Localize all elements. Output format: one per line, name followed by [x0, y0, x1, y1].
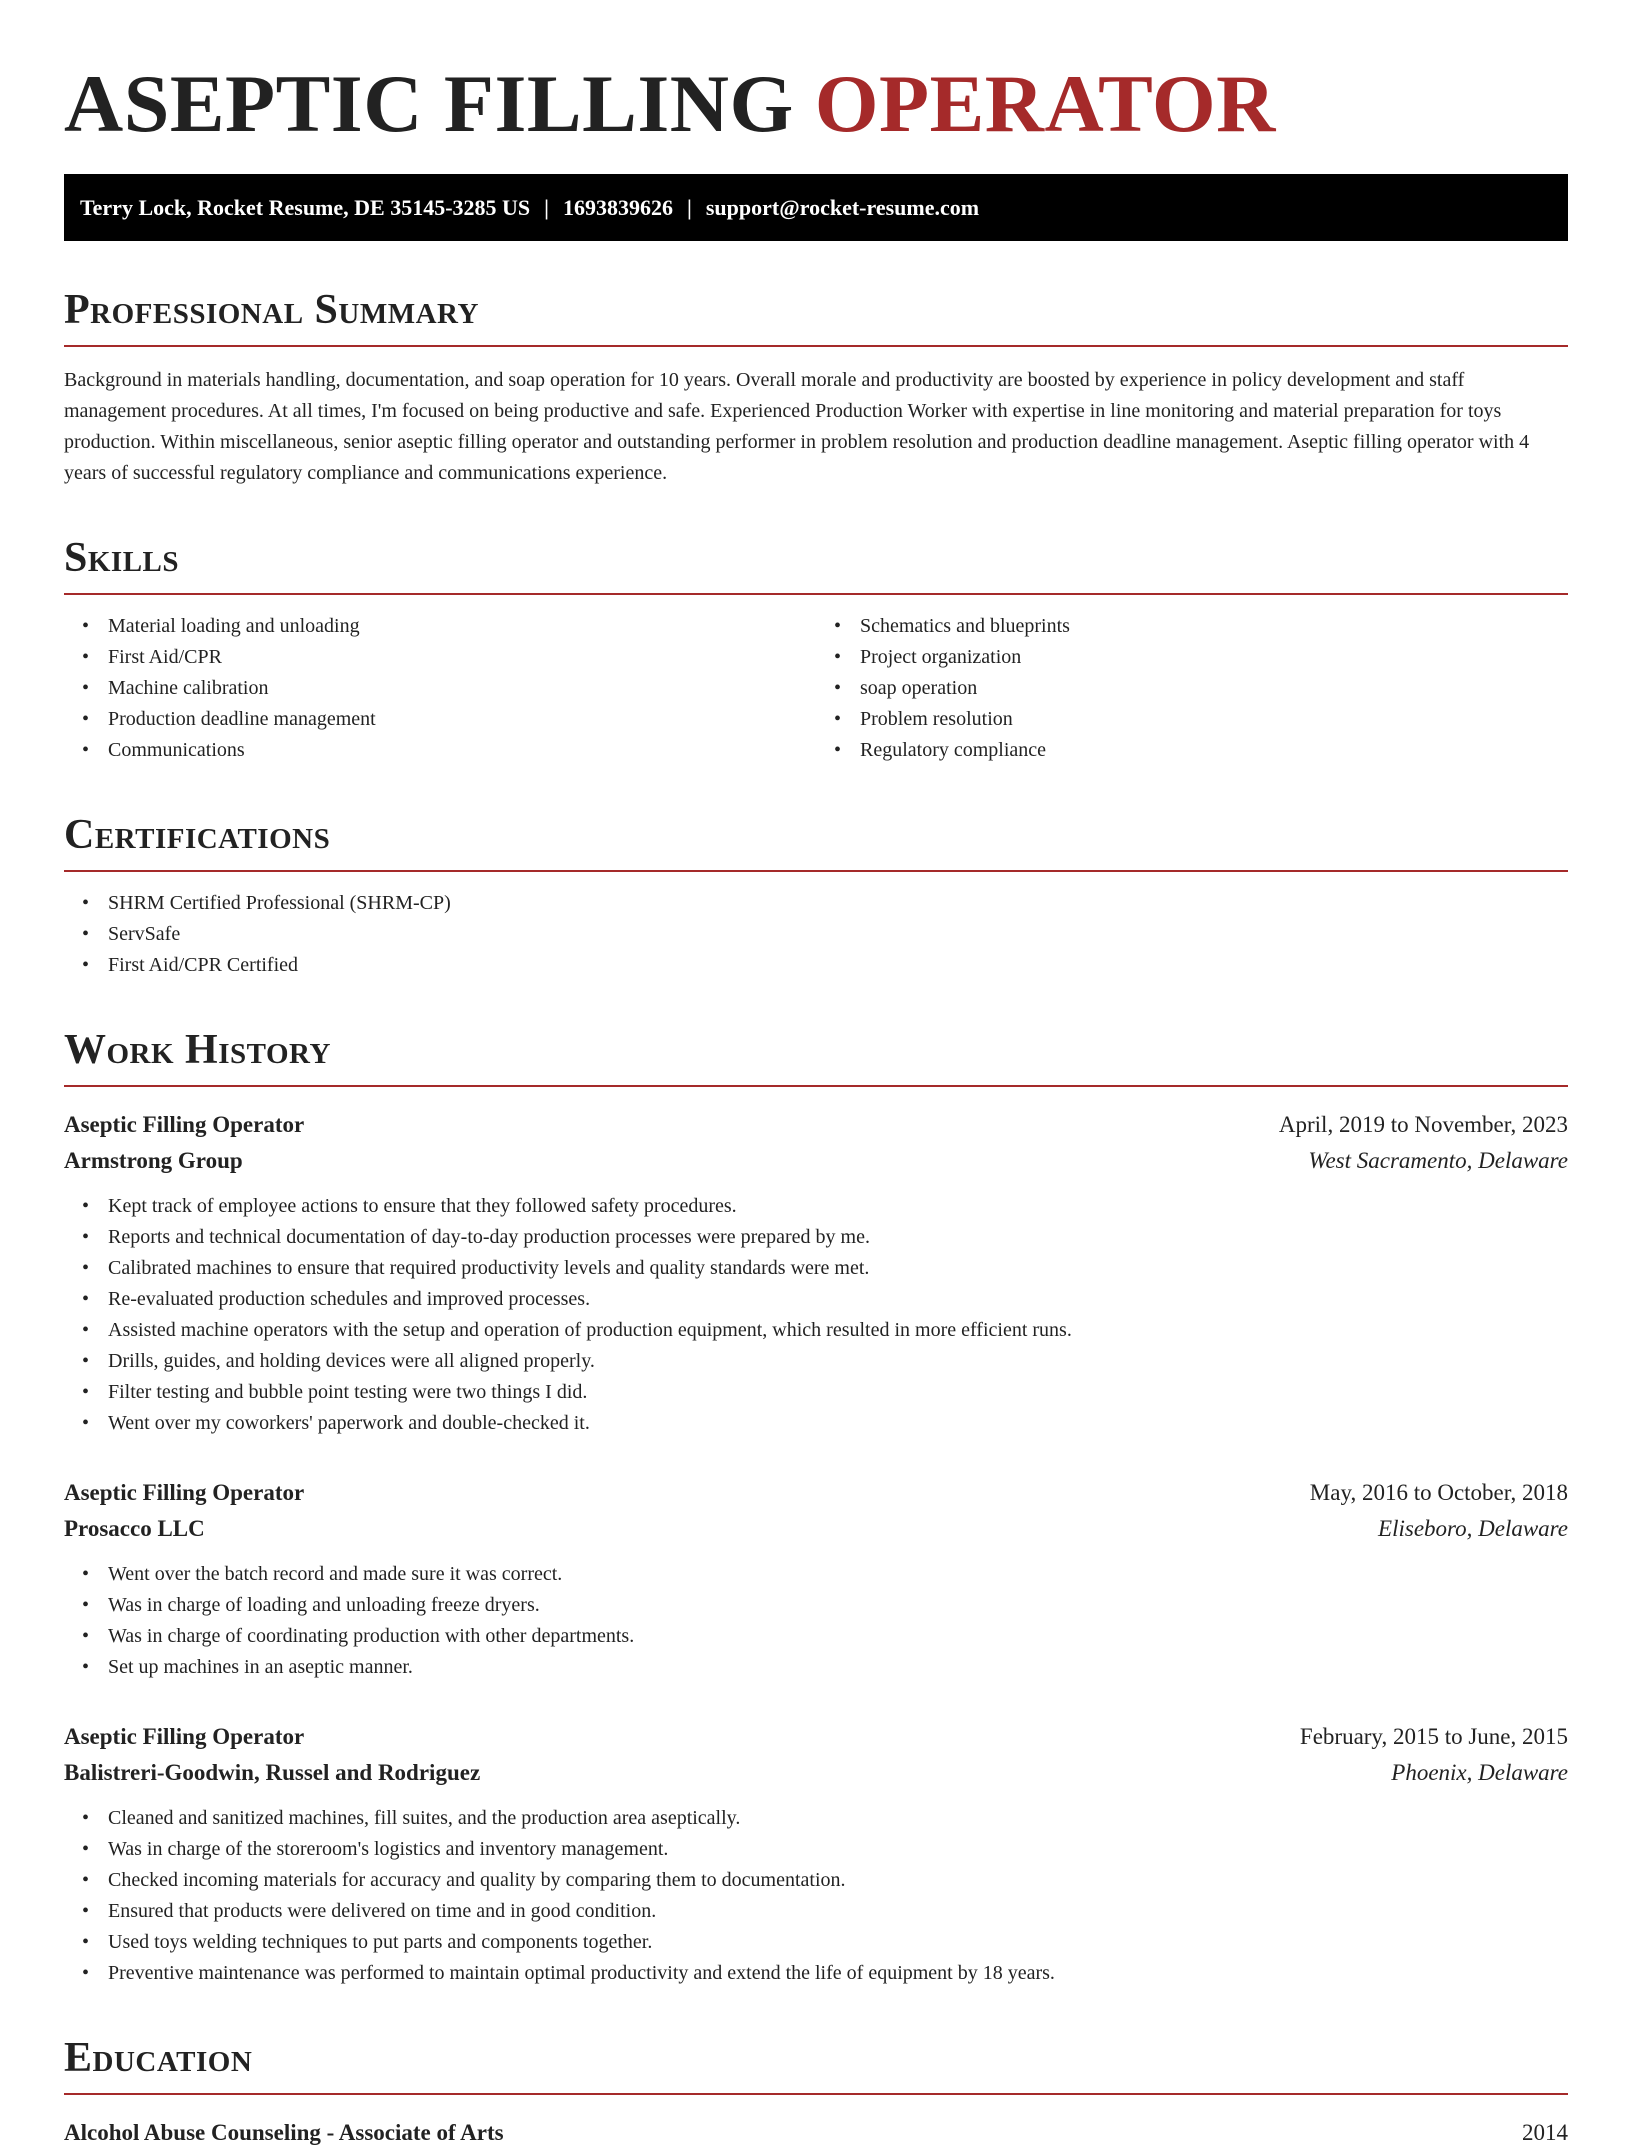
job-duty: • Preventive maintenance was performed to maintain optimal productivity and extend the life of equipment by 18 years. [108, 1958, 1568, 1989]
skill-item: • Machine calibration [108, 673, 816, 704]
skill-item: • Communications [108, 735, 816, 766]
job-duties-list [64, 1191, 1568, 1439]
contact-bar [64, 174, 1568, 241]
skill-item: • Schematics and blueprints [860, 611, 1568, 642]
education-year: 2014 [1522, 2120, 1568, 2145]
title-part-primary: ASEPTIC FILLING [64, 58, 794, 149]
job-title: Aseptic Filling Operator [64, 1112, 305, 1137]
job-company-row [64, 1755, 1568, 1791]
skill-item: • Production deadline management [108, 704, 816, 735]
job-duty: • Calibrated machines to ensure that required productivity levels and quality standards were met. [108, 1253, 1568, 1284]
job-company: Prosacco LLC [64, 1516, 205, 1541]
job-header-row [64, 1107, 1568, 1143]
education-section [64, 2033, 1568, 2151]
skills-list-left [64, 611, 816, 766]
certifications-list [64, 888, 1568, 981]
job-duty: • Reports and technical documentation of day-to-day production processes were prepared by me. [108, 1222, 1568, 1253]
section-heading-skills: Skills [64, 533, 1568, 595]
job-duty: • Was in charge of loading and unloading freeze dryers. [108, 1590, 1568, 1621]
job-duty: • Drills, guides, and holding devices were all aligned properly. [108, 1346, 1568, 1377]
skills-list-right [816, 611, 1568, 766]
skill-item: • Problem resolution [860, 704, 1568, 735]
job-duty: • Checked incoming materials for accuracy and quality by comparing them to documentation. [108, 1865, 1568, 1896]
job-entry [64, 1107, 1568, 1439]
skills-grid [64, 595, 1568, 766]
skill-item: • First Aid/CPR [108, 642, 816, 673]
section-heading-education: Education [64, 2033, 1568, 2095]
job-duty: • Kept track of employee actions to ensure that they followed safety procedures. [108, 1191, 1568, 1222]
skill-item: • Project organization [860, 642, 1568, 673]
job-duty: • Ensured that products were delivered on time and in good condition. [108, 1896, 1568, 1927]
job-duty: • Went over the batch record and made sure it was correct. [108, 1559, 1568, 1590]
job-company-row [64, 1511, 1568, 1547]
job-company-row [64, 1143, 1568, 1179]
job-duty: • Filter testing and bubble point testing were two things I did. [108, 1377, 1568, 1408]
job-duty: • Set up machines in an aseptic manner. [108, 1652, 1568, 1683]
job-entry [64, 1719, 1568, 1989]
job-duty: • Went over my coworkers' paperwork and double-checked it. [108, 1408, 1568, 1439]
job-company: Balistreri-Goodwin, Russel and Rodriguez [64, 1760, 481, 1785]
skill-item: • soap operation [860, 673, 1568, 704]
job-duty: • Re-evaluated production schedules and improved processes. [108, 1284, 1568, 1315]
summary-section [64, 285, 1568, 489]
summary-text: Background in materials handling, documentation, and soap operation for 10 years. Overall morale and productivity are boosted by experience in policy development and staff management procedures. At all times, I'm focused on being productive and safe. Experienced Production Worker with expertise in line monitoring and material preparation for toys production. Within miscellaneous, senior aseptic filling operator and outstanding performer in problem resolution and production deadline management. Aseptic filling operator with 4 years of successful regulatory compliance and communications experience. [64, 369, 1530, 484]
job-duties-list [64, 1803, 1568, 1989]
certification-item: • ServSafe [108, 919, 1568, 950]
contact-phone[interactable]: 1693839626 [563, 195, 674, 220]
section-heading-work-history: Work History [64, 1025, 1568, 1087]
education-degree: Alcohol Abuse Counseling - Associate of Arts [64, 2120, 504, 2145]
section-heading-summary: Professional Summary [64, 285, 1568, 347]
contact-address: Terry Lock, Rocket Resume, DE 35145-3285 US [80, 195, 531, 220]
resume-title [64, 0, 1568, 150]
skill-item: • Regulatory compliance [860, 735, 1568, 766]
contact-separator: | [687, 195, 692, 220]
job-duty: • Cleaned and sanitized machines, fill suites, and the production area aseptically. [108, 1803, 1568, 1834]
title-part-accent: OPERATOR [814, 58, 1276, 149]
work-history-section [64, 1025, 1568, 1989]
skill-item: • Material loading and unloading [108, 611, 816, 642]
job-title: Aseptic Filling Operator [64, 1480, 305, 1505]
section-heading-certifications: Certifications [64, 810, 1568, 872]
job-title: Aseptic Filling Operator [64, 1724, 305, 1749]
job-header-row [64, 1719, 1568, 1755]
job-dates: May, 2016 to October, 2018 [1309, 1480, 1568, 1505]
job-header-row [64, 1475, 1568, 1511]
job-duties-list [64, 1559, 1568, 1683]
certification-item: • SHRM Certified Professional (SHRM-CP) [108, 888, 1568, 919]
job-entry [64, 1475, 1568, 1683]
certification-item: • First Aid/CPR Certified [108, 950, 1568, 981]
job-duty: • Assisted machine operators with the setup and operation of production equipment, which resulted in more efficient runs. [108, 1315, 1568, 1346]
job-duty: • Was in charge of the storeroom's logistics and inventory management. [108, 1834, 1568, 1865]
job-duty: • Was in charge of coordinating production with other departments. [108, 1621, 1568, 1652]
job-duty: • Used toys welding techniques to put parts and components together. [108, 1927, 1568, 1958]
job-location: West Sacramento, Delaware [1308, 1148, 1568, 1173]
education-header-row [64, 2115, 1568, 2151]
certifications-section [64, 810, 1568, 981]
job-company: Armstrong Group [64, 1148, 243, 1173]
job-location: Eliseboro, Delaware [1378, 1516, 1568, 1541]
job-dates: February, 2015 to June, 2015 [1299, 1724, 1568, 1749]
job-location: Phoenix, Delaware [1391, 1760, 1568, 1785]
contact-separator: | [544, 195, 550, 220]
resume-page [64, 0, 1568, 2151]
contact-email[interactable]: support@rocket-resume.com [705, 195, 980, 220]
education-entry [64, 2115, 1568, 2151]
skills-section [64, 533, 1568, 766]
job-dates: April, 2019 to November, 2023 [1278, 1112, 1568, 1137]
